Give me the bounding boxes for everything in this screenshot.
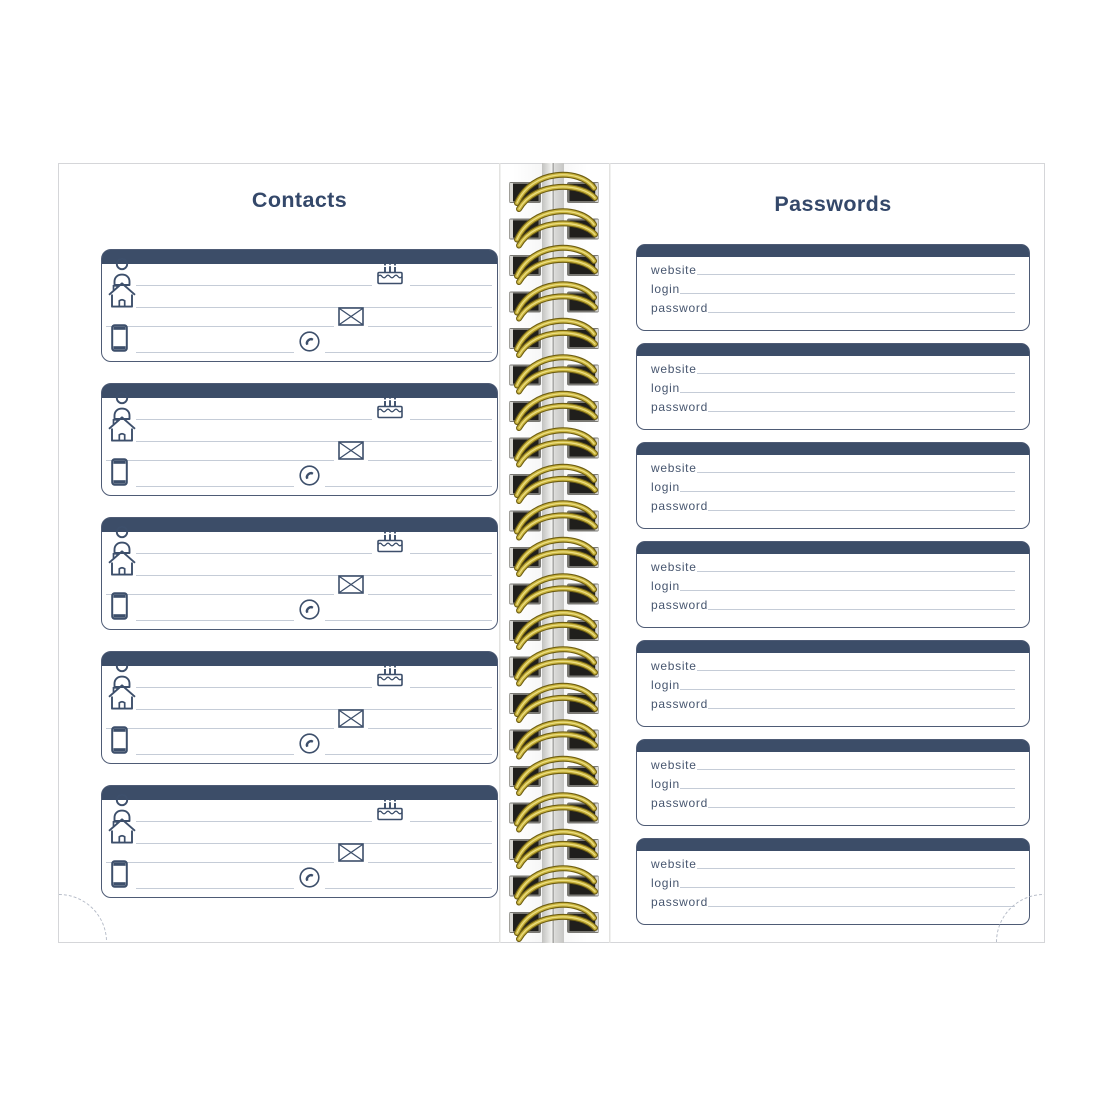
- login-row: [651, 280, 1015, 295]
- phone-line: [325, 754, 492, 755]
- password-label: password: [651, 796, 708, 810]
- login-label: login: [651, 282, 680, 296]
- password-label: password: [651, 499, 708, 513]
- envelope-icon: [338, 843, 364, 862]
- contact-card-header: [102, 652, 497, 666]
- mobile-line: [136, 620, 294, 621]
- corner-fold-arc: [58, 894, 107, 943]
- passwords-page: [550, 163, 1045, 943]
- login-label: login: [651, 876, 680, 890]
- email-line-left: [106, 862, 334, 863]
- address-line: [136, 709, 492, 710]
- email-line-right: [368, 460, 492, 461]
- phone-line: [325, 352, 492, 353]
- password-label: password: [651, 598, 708, 612]
- phone-icon: [299, 465, 320, 486]
- password-card: [636, 739, 1030, 826]
- website-line: [697, 472, 1015, 473]
- password-label: password: [651, 400, 708, 414]
- name-line: [136, 553, 372, 554]
- contact-cards: [101, 249, 498, 919]
- email-line-left: [106, 326, 334, 327]
- passwords-page-title: Passwords: [774, 192, 892, 216]
- website-label: website: [651, 461, 697, 475]
- website-line: [697, 274, 1015, 275]
- contacts-page-title: Contacts: [251, 188, 348, 212]
- email-line-right: [368, 594, 492, 595]
- password-card-header: [637, 245, 1029, 257]
- website-label: website: [651, 659, 697, 673]
- password-row: [651, 398, 1015, 413]
- website-line: [697, 670, 1015, 671]
- contact-card: [101, 785, 498, 898]
- house-icon: [107, 683, 137, 710]
- login-line: [680, 392, 1015, 393]
- login-label: login: [651, 777, 680, 791]
- login-label: login: [651, 480, 680, 494]
- name-line: [136, 687, 372, 688]
- login-label: login: [651, 579, 680, 593]
- login-label: login: [651, 381, 680, 395]
- envelope-icon: [338, 709, 364, 728]
- password-card: [636, 244, 1030, 331]
- envelope-icon: [338, 575, 364, 594]
- website-line: [697, 571, 1015, 572]
- left-page-edge: [499, 163, 501, 943]
- contacts-page: [58, 163, 550, 943]
- password-row: [651, 596, 1015, 611]
- password-card: [636, 343, 1030, 430]
- birthday-cake-icon: [376, 395, 404, 419]
- website-label: website: [651, 857, 697, 871]
- envelope-icon: [338, 441, 364, 460]
- smartphone-icon: [111, 458, 128, 486]
- smartphone-icon: [111, 726, 128, 754]
- login-line: [680, 887, 1015, 888]
- login-row: [651, 775, 1015, 790]
- envelope-icon: [338, 307, 364, 326]
- password-label: password: [651, 697, 708, 711]
- phone-icon: [299, 599, 320, 620]
- house-icon: [107, 415, 137, 442]
- password-cards: [636, 244, 1030, 937]
- house-icon: [107, 549, 137, 576]
- login-line: [680, 491, 1015, 492]
- password-card-header: [637, 641, 1029, 653]
- login-row: [651, 379, 1015, 394]
- birthday-cake-icon: [376, 529, 404, 553]
- website-row: [651, 261, 1015, 276]
- password-row: [651, 794, 1015, 809]
- password-row: [651, 497, 1015, 512]
- login-row: [651, 676, 1015, 691]
- phone-icon: [299, 733, 320, 754]
- password-row: [651, 893, 1015, 908]
- phone-line: [325, 486, 492, 487]
- contact-card: [101, 517, 498, 630]
- password-line: [708, 609, 1015, 610]
- password-card-header: [637, 443, 1029, 455]
- house-icon: [107, 281, 137, 308]
- birthday-cake-icon: [376, 261, 404, 285]
- login-row: [651, 874, 1015, 889]
- mobile-line: [136, 486, 294, 487]
- contact-card: [101, 249, 498, 362]
- website-row: [651, 459, 1015, 474]
- website-label: website: [651, 263, 697, 277]
- password-card: [636, 838, 1030, 925]
- password-line: [708, 708, 1015, 709]
- password-card: [636, 541, 1030, 628]
- contact-card: [101, 383, 498, 496]
- phone-icon: [299, 867, 320, 888]
- website-row: [651, 657, 1015, 672]
- password-line: [708, 510, 1015, 511]
- password-card-header: [637, 740, 1029, 752]
- address-line: [136, 441, 492, 442]
- login-line: [680, 689, 1015, 690]
- password-line: [708, 807, 1015, 808]
- website-label: website: [651, 362, 697, 376]
- mobile-line: [136, 754, 294, 755]
- email-line-left: [106, 460, 334, 461]
- right-page-edge: [609, 163, 611, 943]
- name-line: [136, 285, 372, 286]
- password-line: [708, 411, 1015, 412]
- contact-card-header: [102, 786, 497, 800]
- password-card-header: [637, 542, 1029, 554]
- password-row: [651, 299, 1015, 314]
- password-label: password: [651, 301, 708, 315]
- mobile-line: [136, 888, 294, 889]
- phone-line: [325, 620, 492, 621]
- mobile-line: [136, 352, 294, 353]
- contact-card-header: [102, 518, 497, 532]
- spiral-binding: [490, 163, 620, 943]
- email-line-right: [368, 326, 492, 327]
- birthday-line: [410, 821, 492, 822]
- password-line: [708, 906, 1015, 907]
- name-line: [136, 821, 372, 822]
- house-icon: [107, 817, 137, 844]
- website-row: [651, 855, 1015, 870]
- email-line-left: [106, 728, 334, 729]
- website-label: website: [651, 560, 697, 574]
- birthday-cake-icon: [376, 797, 404, 821]
- smartphone-icon: [111, 324, 128, 352]
- phone-line: [325, 888, 492, 889]
- password-card: [636, 640, 1030, 727]
- contact-card: [101, 651, 498, 764]
- login-line: [680, 293, 1015, 294]
- website-line: [697, 769, 1015, 770]
- email-line-left: [106, 594, 334, 595]
- password-label: password: [651, 895, 708, 909]
- phone-icon: [299, 331, 320, 352]
- birthday-line: [410, 553, 492, 554]
- password-line: [708, 312, 1015, 313]
- website-label: website: [651, 758, 697, 772]
- address-line: [136, 575, 492, 576]
- password-card-header: [637, 344, 1029, 356]
- login-row: [651, 478, 1015, 493]
- login-line: [680, 788, 1015, 789]
- website-row: [651, 756, 1015, 771]
- email-line-right: [368, 728, 492, 729]
- contact-card-header: [102, 384, 497, 398]
- password-card: [636, 442, 1030, 529]
- login-label: login: [651, 678, 680, 692]
- birthday-line: [410, 687, 492, 688]
- password-card-header: [637, 839, 1029, 851]
- birthday-line: [410, 285, 492, 286]
- contact-card-header: [102, 250, 497, 264]
- login-line: [680, 590, 1015, 591]
- password-row: [651, 695, 1015, 710]
- birthday-line: [410, 419, 492, 420]
- login-row: [651, 577, 1015, 592]
- address-line: [136, 843, 492, 844]
- website-row: [651, 558, 1015, 573]
- website-line: [697, 868, 1015, 869]
- birthday-cake-icon: [376, 663, 404, 687]
- smartphone-icon: [111, 860, 128, 888]
- email-line-right: [368, 862, 492, 863]
- name-line: [136, 419, 372, 420]
- smartphone-icon: [111, 592, 128, 620]
- address-line: [136, 307, 492, 308]
- website-line: [697, 373, 1015, 374]
- website-row: [651, 360, 1015, 375]
